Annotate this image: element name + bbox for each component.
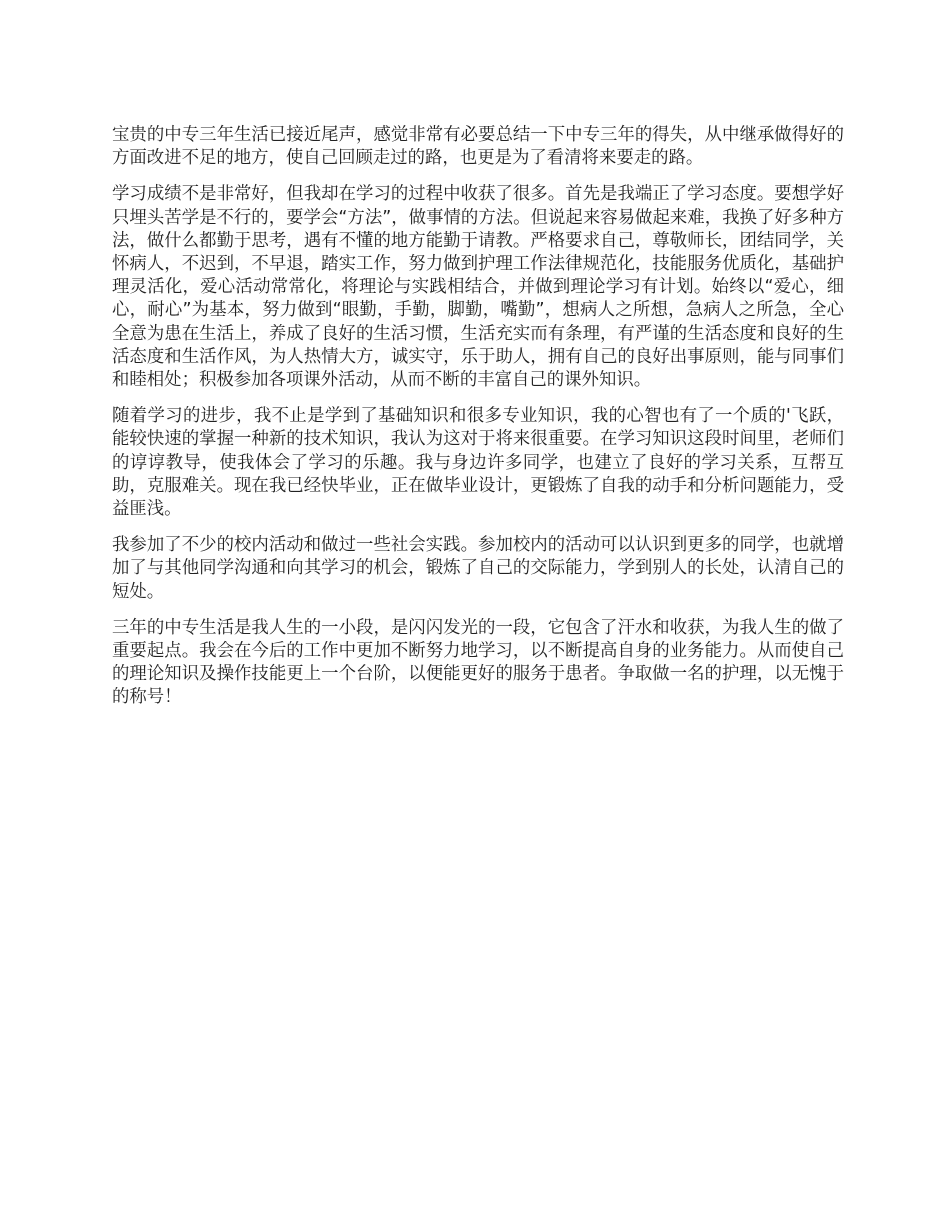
paragraph-progress: 随着学习的进步，我不止是学到了基础知识和很多专业知识，我的心智也有了一个质的'飞跃，能较快速的掌握一种新的技术知识，我认为这对于将来很重要。在学习知识这段时间里，老师们的谆谆教导，使我体会了学习的乐趣。我与身边许多同学，也建立了良好的学习关系，互帮互助，克服难关。现在我已经快毕业，正在做毕业设计，更锻炼了自我的动手和分析问题能力，受益匪浅。 (112, 406, 844, 520)
document-body (112, 124, 844, 723)
paragraph-conclusion: 三年的中专生活是我人生的一小段，是闪闪发光的一段，它包含了汗水和收获，为我人生的做了重要起点。我会在今后的工作中更加不断努力地学习，以不断提高自身的业务能力。从而使自己的理论知识及操作技能更上一个台阶，以便能更好的服务于患者。争取做一名的护理，以无愧于的称号！ (112, 617, 844, 708)
paragraph-activities: 我参加了不少的校内活动和做过一些社会实践。参加校内的活动可以认识到更多的同学，也就增加了与其他同学沟通和向其学习的机会，锻炼了自己的交际能力，学到别人的长处，认清自己的短处。 (112, 535, 844, 602)
paragraph-study: 学习成绩不是非常好，但我却在学习的过程中收获了很多。首先是我端正了学习态度。要想学好只埋头苦学是不行的，要学会“方法”，做事情的方法。但说起来容易做起来难，我换了好多种方法，做什么都勤于思考，遇有不懂的地方能勤于请教。严格要求自己，尊敬师长，团结同学，关怀病人，不迟到，不早退，踏实工作，努力做到护理工作法律规范化，技能服务优质化，基础护理灵活化，爱心活动常常化，将理论与实践相结合，并做到理论学习有计划。始终以“爱心，细心，耐心”为基本，努力做到“眼勤，手勤，脚勤，嘴勤”，想病人之所想，急病人之所急，全心全意为患在生活上，养成了良好的生活习惯，生活充实而有条理，有严谨的生活态度和良好的生活态度和生活作风，为人热情大方，诚实守，乐于助人，拥有自己的良好出事原则，能与同事们和睦相处；积极参加各项课外活动，从而不断的丰富自己的课外知识。 (112, 184, 844, 391)
paragraph-intro: 宝贵的中专三年生活已接近尾声，感觉非常有必要总结一下中专三年的得失，从中继承做得好的方面改进不足的地方，使自己回顾走过的路，也更是为了看清将来要走的路。 (112, 125, 844, 169)
